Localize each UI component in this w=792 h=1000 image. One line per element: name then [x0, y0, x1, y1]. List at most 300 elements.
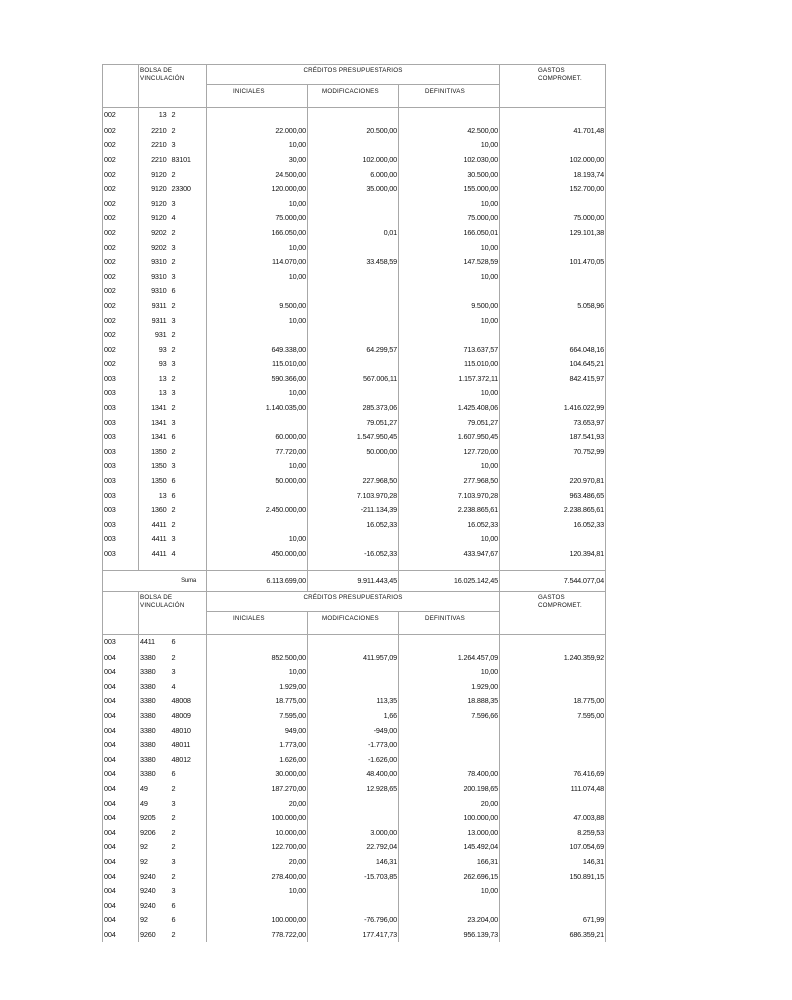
cell-gastos — [500, 386, 606, 401]
table-row — [103, 502, 606, 517]
cell-iniciales — [207, 517, 308, 532]
cell-capitulo: 3 — [171, 415, 207, 430]
cell-modificaciones: -16.052,33 — [308, 546, 399, 561]
cell-seccion: 003 — [103, 386, 139, 401]
cell-programa: 9260 — [140, 929, 156, 939]
cell-programa: 9120 — [151, 213, 167, 223]
cell-iniciales: 115.010,00 — [207, 357, 308, 372]
cell-modificaciones: 33.458,59 — [308, 254, 399, 269]
table-row — [103, 810, 606, 825]
cell-capitulo: 6 — [171, 473, 207, 488]
cell-iniciales — [207, 108, 308, 124]
spacer-cell — [308, 561, 399, 571]
cell-programa: 92 — [140, 856, 148, 866]
cell-modificaciones: 227.968,50 — [308, 473, 399, 488]
table-row — [103, 444, 606, 459]
table-row — [103, 546, 606, 561]
spacer-row — [103, 561, 606, 571]
modificaciones-header: MODIFICACIONES — [308, 85, 399, 108]
cell-iniciales: 10,00 — [207, 196, 308, 211]
cell-capitulo: 4 — [171, 679, 207, 694]
cell-capitulo: 3 — [171, 138, 207, 153]
spacer-cell — [139, 561, 171, 571]
cell-definitivas — [399, 723, 500, 738]
cell-capitulo: 2 — [171, 517, 207, 532]
cell-gastos: 70.752,99 — [500, 444, 606, 459]
sum-definitivas: 16.025.142,45 — [399, 570, 500, 591]
cell-seccion: 004 — [103, 927, 139, 942]
cell-iniciales: 649.338,00 — [207, 342, 308, 357]
table-row — [103, 913, 606, 928]
cell-definitivas: 127.720,00 — [399, 444, 500, 459]
cell-programa: 3380 — [140, 725, 156, 735]
cell-gastos — [500, 796, 606, 811]
cell-gastos: 686.359,21 — [500, 927, 606, 942]
cell-iniciales: 778.722,00 — [207, 927, 308, 942]
table-row — [103, 650, 606, 665]
cell-modificaciones: 0,01 — [308, 225, 399, 240]
cell-iniciales: 1.773,00 — [207, 737, 308, 752]
cell-modificaciones — [308, 810, 399, 825]
cell-modificaciones — [308, 327, 399, 342]
cell-seccion: 004 — [103, 869, 139, 884]
cell-modificaciones: 411.957,09 — [308, 650, 399, 665]
cell-capitulo: 2 — [171, 840, 207, 855]
cell-modificaciones: 16.052,33 — [308, 517, 399, 532]
sum-gastos: 7.544.077,04 — [500, 570, 606, 591]
cell-capitulo: 23300 — [171, 181, 207, 196]
cell-seccion: 004 — [103, 840, 139, 855]
cell-seccion: 003 — [103, 488, 139, 503]
cell-modificaciones: 35.000,00 — [308, 181, 399, 196]
cell-gastos: 18.775,00 — [500, 694, 606, 709]
cell-gastos: 5.058,96 — [500, 298, 606, 313]
table-row — [103, 737, 606, 752]
cell-definitivas — [399, 284, 500, 299]
cell-definitivas: 79.051,27 — [399, 415, 500, 430]
cell-modificaciones — [308, 313, 399, 328]
cell-iniciales: 166.050,00 — [207, 225, 308, 240]
iniciales-header: INICIALES — [207, 85, 308, 108]
cell-capitulo: 2 — [171, 225, 207, 240]
cell-modificaciones — [308, 298, 399, 313]
cell-capitulo: 2 — [171, 444, 207, 459]
bolsa-label-2: BOLSA DE — [140, 593, 173, 601]
cell-iniciales: 100.000,00 — [207, 913, 308, 928]
cell-capitulo: 6 — [171, 429, 207, 444]
cell-iniciales: 30,00 — [207, 152, 308, 167]
cell-gastos — [500, 737, 606, 752]
cell-iniciales: 77.720,00 — [207, 444, 308, 459]
compromet-label: COMPROMET. — [538, 75, 582, 82]
table-row — [103, 313, 606, 328]
cell-modificaciones: -1.773,00 — [308, 737, 399, 752]
cell-seccion: 004 — [103, 796, 139, 811]
cell-programa: 9311 — [151, 315, 167, 325]
cell-gastos — [500, 313, 606, 328]
cell-modificaciones: -211.134,39 — [308, 502, 399, 517]
cell-programa: 9205 — [140, 813, 156, 823]
cell-modificaciones: 50.000,00 — [308, 444, 399, 459]
table-row — [103, 752, 606, 767]
table-row — [103, 473, 606, 488]
table-row — [103, 927, 606, 942]
cell-gastos — [500, 723, 606, 738]
table-row — [103, 869, 606, 884]
cell-capitulo: 6 — [171, 284, 207, 299]
cell-seccion: 003 — [103, 634, 139, 650]
cell-programa: 9310 — [151, 257, 167, 267]
cell-definitivas: 10,00 — [399, 664, 500, 679]
cell-modificaciones — [308, 898, 399, 913]
table-row — [103, 708, 606, 723]
cell-programa: 1350 — [151, 461, 167, 471]
cell-programa: 93 — [158, 344, 167, 354]
spacer-cell — [500, 561, 606, 571]
cell-capitulo: 48010 — [171, 723, 207, 738]
cell-iniciales — [207, 898, 308, 913]
cell-definitivas: 1.929,00 — [399, 679, 500, 694]
cell-seccion: 002 — [103, 167, 139, 182]
cell-gastos — [500, 634, 606, 650]
cell-iniciales — [207, 284, 308, 299]
cell-definitivas: 10,00 — [399, 313, 500, 328]
cell-programa: 9120 — [151, 169, 167, 179]
cell-iniciales: 24.500,00 — [207, 167, 308, 182]
spacer-cell — [399, 561, 500, 571]
cell-definitivas: 10,00 — [399, 386, 500, 401]
table-row — [103, 429, 606, 444]
cell-definitivas: 10,00 — [399, 196, 500, 211]
cell-seccion: 004 — [103, 723, 139, 738]
cell-gastos: 104.645,21 — [500, 357, 606, 372]
cell-iniciales — [207, 415, 308, 430]
cell-seccion: 004 — [103, 913, 139, 928]
table-row — [103, 196, 606, 211]
cell-seccion: 004 — [103, 825, 139, 840]
cell-seccion: 003 — [103, 502, 139, 517]
cell-definitivas: 166,31 — [399, 854, 500, 869]
table-row — [103, 781, 606, 796]
cell-seccion: 004 — [103, 767, 139, 782]
cell-modificaciones: -15.703,85 — [308, 869, 399, 884]
spacer-cell — [207, 561, 308, 571]
cell-gastos — [500, 898, 606, 913]
cell-seccion: 002 — [103, 211, 139, 226]
iniciales-header-2: INICIALES — [207, 611, 308, 634]
table-row — [103, 488, 606, 503]
cell-programa: 1360 — [151, 505, 167, 515]
cell-capitulo: 3 — [171, 240, 207, 255]
cell-modificaciones: 7.103.970,28 — [308, 488, 399, 503]
table-row — [103, 386, 606, 401]
cell-seccion: 003 — [103, 371, 139, 386]
cell-programa: 3380 — [140, 710, 156, 720]
cell-definitivas: 7.596,66 — [399, 708, 500, 723]
cell-capitulo: 48011 — [171, 737, 207, 752]
cell-iniciales: 10,00 — [207, 313, 308, 328]
cell-capitulo: 2 — [171, 327, 207, 342]
cell-definitivas: 7.103.970,28 — [399, 488, 500, 503]
cell-programa: 4411 — [151, 534, 167, 544]
cell-programa: 3380 — [140, 681, 156, 691]
cell-definitivas: 1.607.950,45 — [399, 429, 500, 444]
cell-programa: 13 — [158, 490, 167, 500]
cell-definitivas — [399, 327, 500, 342]
cell-modificaciones: 6.000,00 — [308, 167, 399, 182]
cell-modificaciones: 79.051,27 — [308, 415, 399, 430]
table-row — [103, 371, 606, 386]
cell-capitulo: 3 — [171, 883, 207, 898]
cell-programa: 9202 — [151, 227, 167, 237]
cell-modificaciones — [308, 664, 399, 679]
table-row — [103, 225, 606, 240]
cell-gastos — [500, 196, 606, 211]
cell-gastos — [500, 679, 606, 694]
cell-programa: 9206 — [140, 827, 156, 837]
table-row — [103, 767, 606, 782]
cell-definitivas: 10,00 — [399, 883, 500, 898]
budget-table — [102, 64, 606, 942]
section-1-sum — [103, 570, 606, 591]
cell-iniciales: 100.000,00 — [207, 810, 308, 825]
sum-modificaciones: 9.911.443,45 — [308, 570, 399, 591]
cell-seccion: 004 — [103, 679, 139, 694]
table-row — [103, 254, 606, 269]
cell-capitulo: 3 — [171, 796, 207, 811]
cell-capitulo: 2 — [171, 400, 207, 415]
cell-gastos: 107.054,69 — [500, 840, 606, 855]
table-row — [103, 459, 606, 474]
vinculacion-label: VINCULACIÓN — [140, 75, 185, 82]
definitivas-header-2: DEFINITIVAS — [399, 611, 500, 634]
table-row — [103, 357, 606, 372]
cell-capitulo: 3 — [171, 269, 207, 284]
cell-gastos — [500, 269, 606, 284]
cell-modificaciones — [308, 196, 399, 211]
cell-definitivas: 10,00 — [399, 138, 500, 153]
cell-capitulo: 3 — [171, 854, 207, 869]
cell-definitivas: 713.637,57 — [399, 342, 500, 357]
table-row — [103, 400, 606, 415]
cell-iniciales: 187.270,00 — [207, 781, 308, 796]
cell-seccion: 002 — [103, 181, 139, 196]
budget-sheet — [102, 64, 605, 942]
cell-capitulo: 3 — [171, 459, 207, 474]
cell-seccion: 003 — [103, 473, 139, 488]
cell-iniciales: 949,00 — [207, 723, 308, 738]
cell-definitivas: 102.030,00 — [399, 152, 500, 167]
cell-programa: 13 — [158, 388, 167, 398]
table-row — [103, 634, 606, 650]
cell-gastos: 152.700,00 — [500, 181, 606, 196]
cell-gastos — [500, 240, 606, 255]
cell-seccion: 003 — [103, 532, 139, 547]
cell-modificaciones — [308, 532, 399, 547]
cell-iniciales: 10,00 — [207, 459, 308, 474]
cell-capitulo: 4 — [171, 546, 207, 561]
cell-modificaciones — [308, 284, 399, 299]
cell-modificaciones: 48.400,00 — [308, 767, 399, 782]
table-row — [103, 181, 606, 196]
cell-iniciales: 20,00 — [207, 854, 308, 869]
cell-seccion: 004 — [103, 708, 139, 723]
cell-gastos — [500, 459, 606, 474]
table-row — [103, 298, 606, 313]
cell-iniciales: 10.000,00 — [207, 825, 308, 840]
table-row — [103, 138, 606, 153]
cell-seccion: 003 — [103, 546, 139, 561]
cell-iniciales — [207, 327, 308, 342]
table-header-2 — [103, 591, 606, 634]
cell-seccion: 002 — [103, 196, 139, 211]
cell-programa: 92 — [140, 915, 148, 925]
cell-modificaciones — [308, 459, 399, 474]
cell-seccion: 003 — [103, 400, 139, 415]
vinculacion-label-2: VINCULACIÓN — [140, 601, 185, 609]
cell-seccion: 002 — [103, 313, 139, 328]
cell-iniciales: 30.000,00 — [207, 767, 308, 782]
cell-modificaciones: 20.500,00 — [308, 123, 399, 138]
cell-iniciales: 50.000,00 — [207, 473, 308, 488]
cell-gastos: 150.891,15 — [500, 869, 606, 884]
cell-gastos: 47.003,88 — [500, 810, 606, 825]
cell-definitivas: 18.888,35 — [399, 694, 500, 709]
cell-seccion: 002 — [103, 284, 139, 299]
cell-modificaciones: 285.373,06 — [308, 400, 399, 415]
cell-definitivas: 23.204,00 — [399, 913, 500, 928]
cell-capitulo: 2 — [171, 650, 207, 665]
cell-definitivas: 262.696,15 — [399, 869, 500, 884]
cell-programa: 92 — [140, 842, 148, 852]
table-row — [103, 284, 606, 299]
cell-gastos: 41.701,48 — [500, 123, 606, 138]
cell-capitulo: 2 — [171, 108, 207, 124]
cell-modificaciones: 102.000,00 — [308, 152, 399, 167]
cell-capitulo: 2 — [171, 810, 207, 825]
cell-seccion: 002 — [103, 138, 139, 153]
cell-capitulo: 6 — [171, 488, 207, 503]
table-row — [103, 532, 606, 547]
cell-capitulo: 2 — [171, 502, 207, 517]
cell-iniciales: 10,00 — [207, 138, 308, 153]
cell-definitivas: 100.000,00 — [399, 810, 500, 825]
cell-definitivas: 2.238.865,61 — [399, 502, 500, 517]
table-row — [103, 342, 606, 357]
cell-gastos: 73.653,97 — [500, 415, 606, 430]
cell-seccion: 004 — [103, 898, 139, 913]
cell-iniciales — [207, 488, 308, 503]
cell-modificaciones — [308, 386, 399, 401]
table-row — [103, 825, 606, 840]
cell-gastos: 664.048,16 — [500, 342, 606, 357]
cell-definitivas: 277.968,50 — [399, 473, 500, 488]
cell-capitulo: 2 — [171, 167, 207, 182]
table-row — [103, 211, 606, 226]
cell-gastos — [500, 138, 606, 153]
cell-iniciales: 590.366,00 — [207, 371, 308, 386]
cell-definitivas: 10,00 — [399, 269, 500, 284]
cell-programa: 13 — [158, 373, 167, 383]
cell-gastos: 187.541,93 — [500, 429, 606, 444]
cell-definitivas: 956.139,73 — [399, 927, 500, 942]
cell-programa: 9120 — [151, 184, 167, 194]
cell-gastos: 101.470,05 — [500, 254, 606, 269]
cell-definitivas: 1.425.408,06 — [399, 400, 500, 415]
cell-programa: 3380 — [140, 769, 156, 779]
cell-programa: 9240 — [140, 886, 156, 896]
spacer-cell — [103, 561, 139, 571]
cell-definitivas: 42.500,00 — [399, 123, 500, 138]
table-row — [103, 854, 606, 869]
table-row — [103, 152, 606, 167]
cell-modificaciones — [308, 796, 399, 811]
cell-iniciales: 22.000,00 — [207, 123, 308, 138]
cell-definitivas: 166.050,01 — [399, 225, 500, 240]
cell-gastos: 146,31 — [500, 854, 606, 869]
spacer-cell — [171, 561, 207, 571]
cell-modificaciones: -1.626,00 — [308, 752, 399, 767]
cell-definitivas: 10,00 — [399, 240, 500, 255]
cell-programa: 2210 — [151, 140, 167, 150]
cell-seccion: 003 — [103, 429, 139, 444]
cell-seccion: 004 — [103, 883, 139, 898]
cell-iniciales: 450.000,00 — [207, 546, 308, 561]
cell-definitivas: 16.052,33 — [399, 517, 500, 532]
cell-modificaciones — [308, 108, 399, 124]
cell-iniciales: 10,00 — [207, 240, 308, 255]
cell-programa: 1341 — [151, 403, 167, 413]
cell-seccion: 003 — [103, 459, 139, 474]
cell-definitivas — [399, 898, 500, 913]
cell-gastos: 16.052,33 — [500, 517, 606, 532]
cell-modificaciones — [308, 679, 399, 694]
compromet-label-2: COMPROMET. — [538, 601, 582, 609]
cell-modificaciones — [308, 240, 399, 255]
cell-gastos — [500, 883, 606, 898]
table-row — [103, 679, 606, 694]
cell-iniciales: 278.400,00 — [207, 869, 308, 884]
cell-programa: 1350 — [151, 446, 167, 456]
cell-modificaciones: 1,66 — [308, 708, 399, 723]
cell-programa: 3380 — [140, 696, 156, 706]
cell-modificaciones: -76.796,00 — [308, 913, 399, 928]
cell-iniciales: 10,00 — [207, 883, 308, 898]
cell-seccion: 002 — [103, 327, 139, 342]
cell-modificaciones — [308, 883, 399, 898]
cell-capitulo: 2 — [171, 342, 207, 357]
cell-programa: 3380 — [140, 740, 156, 750]
table-row — [103, 883, 606, 898]
cell-programa: 931 — [154, 330, 167, 340]
definitivas-header: DEFINITIVAS — [399, 85, 500, 108]
cell-definitivas — [399, 108, 500, 124]
table-row — [103, 123, 606, 138]
cell-programa: 13 — [139, 108, 171, 124]
cell-programa: 49 — [140, 783, 148, 793]
cell-definitivas: 13.000,00 — [399, 825, 500, 840]
cell-programa: 2210 — [151, 125, 167, 135]
cell-programa: 9120 — [151, 198, 167, 208]
cell-iniciales: 7.595,00 — [207, 708, 308, 723]
cell-programa: 3380 — [140, 754, 156, 764]
cell-gastos: 129.101,38 — [500, 225, 606, 240]
cell-gastos — [500, 284, 606, 299]
cell-gastos: 7.595,00 — [500, 708, 606, 723]
cell-definitivas: 10,00 — [399, 459, 500, 474]
cell-modificaciones: 3.000,00 — [308, 825, 399, 840]
cell-definitivas — [399, 634, 500, 650]
